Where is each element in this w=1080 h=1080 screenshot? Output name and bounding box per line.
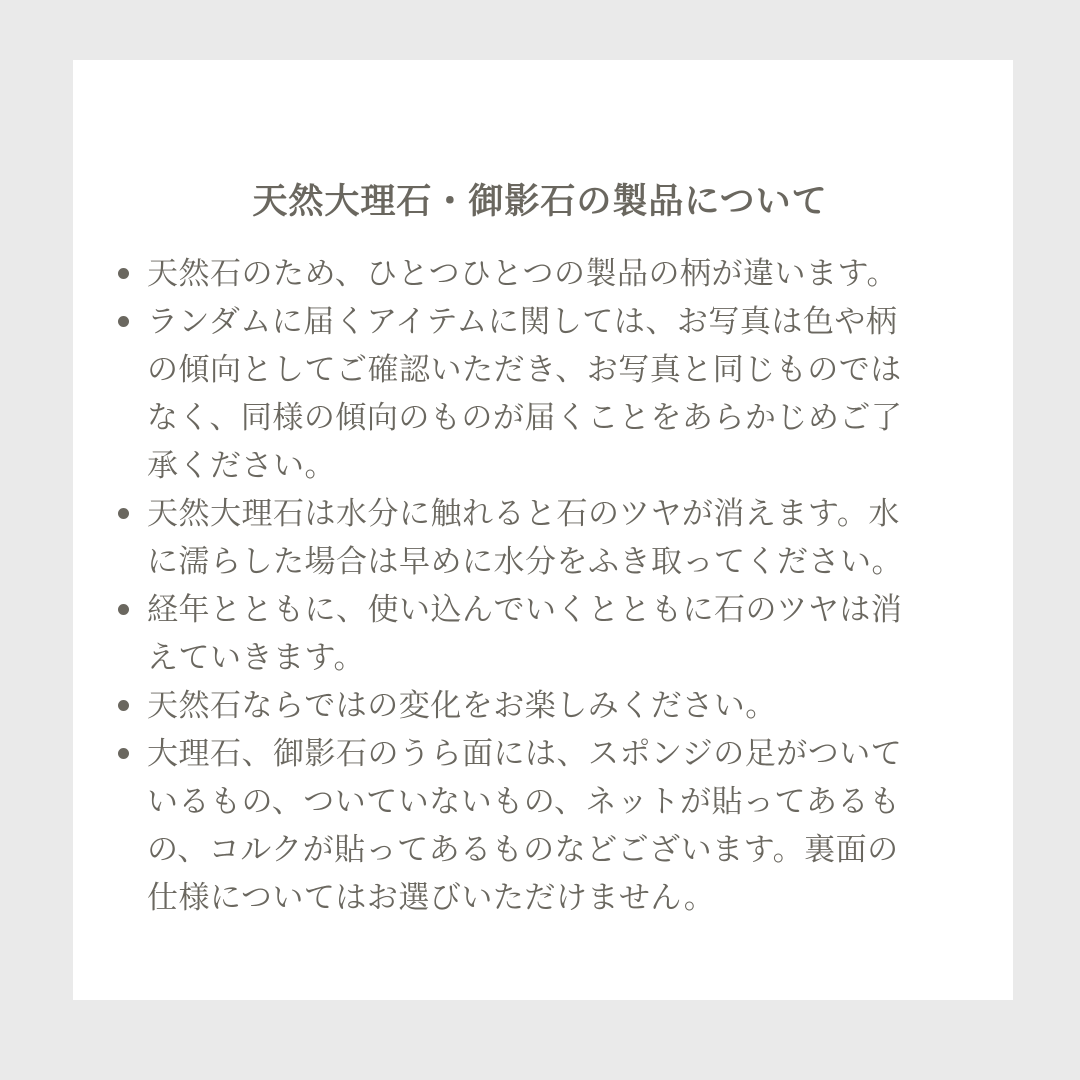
bullet-icon (118, 316, 129, 327)
note-4-line-1: 経年とともに、使い込んでいくとともに石のツヤは消 (147, 592, 903, 628)
bullet-icon (118, 748, 129, 759)
notes-list (147, 250, 975, 922)
note-6-line-1: 大理石、御影石のうら面には、スポンジの足がついて (147, 736, 903, 772)
bullet-icon (118, 268, 129, 279)
note-5-line-1: 天然石ならではの変化をお楽しみください。 (147, 688, 777, 724)
note-6-line-2: いるもの、ついていないもの、ネットが貼ってあるも (147, 784, 901, 820)
note-2-line-3: なく、同様の傾向のものが届くことをあらかじめご了 (147, 400, 903, 436)
note-6-line-3: の、コルクが貼ってあるものなどございます。裏面の (147, 832, 899, 868)
bullet-icon (118, 700, 129, 711)
note-item-2 (147, 298, 975, 490)
note-item-4 (147, 586, 975, 682)
note-3-line-1: 天然大理石は水分に触れると石のツヤが消えます。水 (147, 496, 900, 532)
note-4-line-2: えていきます。 (147, 640, 366, 676)
note-item-3 (147, 490, 975, 586)
page-title: 天然大理石・御影石の製品について (252, 182, 828, 223)
note-1-line-1: 天然石のため、ひとつひとつの製品の柄が違います。 (147, 256, 899, 292)
note-2-line-4: 承ください。 (147, 448, 336, 484)
note-3-line-2: に濡らした場合は早めに水分をふき取ってください。 (147, 544, 903, 580)
note-2-line-1: ランダムに届くアイテムに関しては、お写真は色や柄 (147, 304, 898, 340)
note-item-1 (147, 250, 975, 298)
bullet-icon (118, 604, 129, 615)
note-item-6 (147, 730, 975, 922)
note-2-line-2: の傾向としてご確認いただき、お写真と同じものでは (147, 352, 902, 388)
bullet-icon (118, 508, 129, 519)
note-6-line-4: 仕様についてはお選びいただけません。 (147, 880, 716, 916)
note-item-5 (147, 682, 975, 730)
